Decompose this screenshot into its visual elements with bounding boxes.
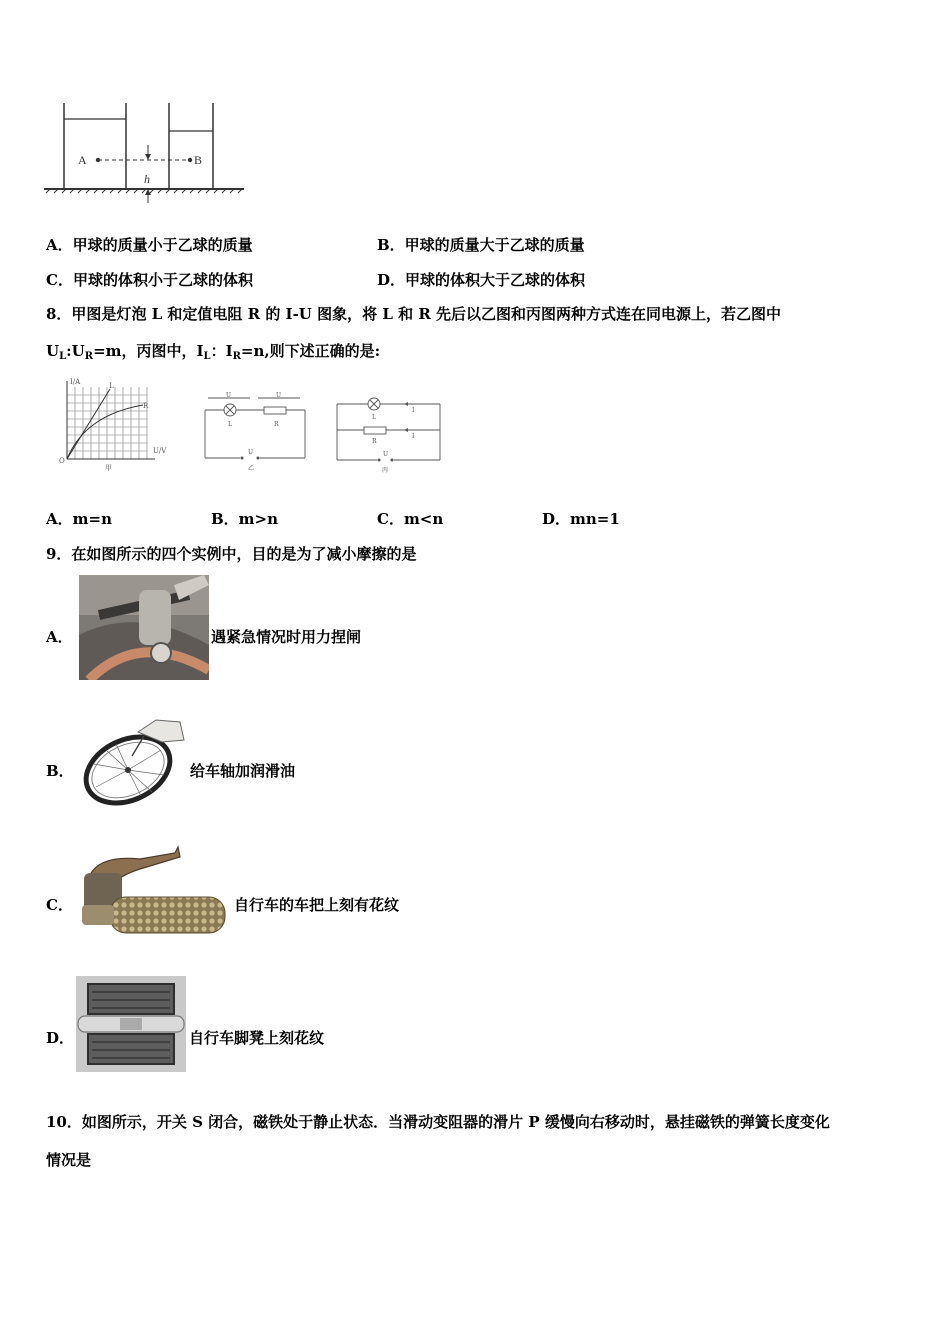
q8-yi-ul: U bbox=[226, 392, 232, 399]
q9-option-d-text[interactable]: 自行车脚凳上刻花纹 bbox=[189, 1029, 325, 1047]
q7-option-a[interactable]: A．甲球的质量小于乙球的质量 bbox=[46, 236, 253, 254]
q9-option-b-letter[interactable]: B． bbox=[46, 762, 74, 780]
q9-option-b-text[interactable]: 给车轴加润滑油 bbox=[190, 762, 296, 780]
q9-option-c-text[interactable]: 自行车的车把上刻有花纹 bbox=[234, 896, 400, 914]
q7-label-b: B bbox=[194, 153, 203, 167]
q10-stem-line2: 情况是 bbox=[46, 1151, 92, 1169]
q8-iu-graph bbox=[55, 375, 180, 475]
q8-series-circuit bbox=[200, 390, 310, 475]
q8-graph-curve-r: R bbox=[143, 402, 149, 410]
q8-bing-caption: 丙 bbox=[382, 467, 389, 474]
q8-yi-ur: U bbox=[276, 392, 282, 399]
q7-option-c[interactable]: C．甲球的体积小于乙球的体积 bbox=[46, 271, 253, 289]
q8-option-a[interactable]: A．m=n bbox=[46, 510, 112, 528]
q8-stem-line1: 8．甲图是灯泡 L 和定值电阻 R 的 I-U 图象，将 L 和 R 先后以乙图和丙图两种方式连在同电源上，若乙图中 bbox=[46, 305, 782, 323]
handlebar-grip-photo bbox=[80, 845, 230, 937]
q7-option-d[interactable]: D．甲球的体积大于乙球的体积 bbox=[377, 271, 586, 289]
q8-option-b[interactable]: B．m>n bbox=[211, 510, 279, 528]
pedal-photo bbox=[76, 976, 186, 1072]
q7-option-b[interactable]: B．甲球的质量大于乙球的质量 bbox=[377, 236, 585, 254]
wheel-oil-illustration bbox=[76, 712, 188, 807]
q8-graph-caption: 甲 bbox=[105, 464, 112, 472]
q9-stem: 9．在如图所示的四个实例中，目的是为了减小摩擦的是 bbox=[46, 545, 417, 563]
q8-option-c[interactable]: C．m<n bbox=[377, 510, 444, 528]
q8-graph-curve-l: L bbox=[109, 382, 114, 390]
q7-label-h: h bbox=[144, 172, 150, 186]
q8-stem-line2: $U_L:U_R=m$，丙图中，$I_L$：$I_R=n$,则下述正确的是: bbox=[46, 342, 381, 362]
q9-option-d-letter[interactable]: D． bbox=[46, 1029, 75, 1047]
q8-graph-origin: O bbox=[59, 457, 65, 465]
q8-bing-il: I bbox=[412, 407, 415, 414]
q8-yi-u: U bbox=[248, 449, 254, 456]
q8-bing-u: U bbox=[383, 451, 389, 458]
q8-bing-l: L bbox=[372, 414, 376, 421]
q7-label-a: A bbox=[78, 153, 87, 167]
q8-bing-ir: I bbox=[412, 433, 415, 440]
q9-option-a-text[interactable]: 遇紧急情况时用力捏闸 bbox=[211, 628, 362, 646]
q8-graph-y-label: I/A bbox=[70, 378, 81, 386]
q8-yi-r: R bbox=[274, 421, 279, 428]
q7-figure bbox=[40, 95, 250, 210]
q8-bing-r: R bbox=[372, 438, 377, 445]
q9-option-c-letter[interactable]: C． bbox=[46, 896, 73, 914]
q8-graph-x-label: U/V bbox=[153, 447, 167, 455]
q10-stem-line1: 10．如图所示，开关 S 闭合，磁铁处于静止状态．当滑动变阻器的滑片 P 缓慢向右移动时，悬挂磁铁的弹簧长度变化 bbox=[46, 1113, 830, 1131]
q8-yi-l: L bbox=[228, 421, 232, 428]
brake-photo bbox=[79, 575, 209, 680]
q8-parallel-circuit bbox=[332, 392, 444, 477]
q8-yi-caption: 乙 bbox=[248, 465, 255, 472]
q8-option-d[interactable]: D．mn=1 bbox=[542, 510, 620, 528]
q9-option-a-letter[interactable]: A． bbox=[46, 628, 73, 646]
